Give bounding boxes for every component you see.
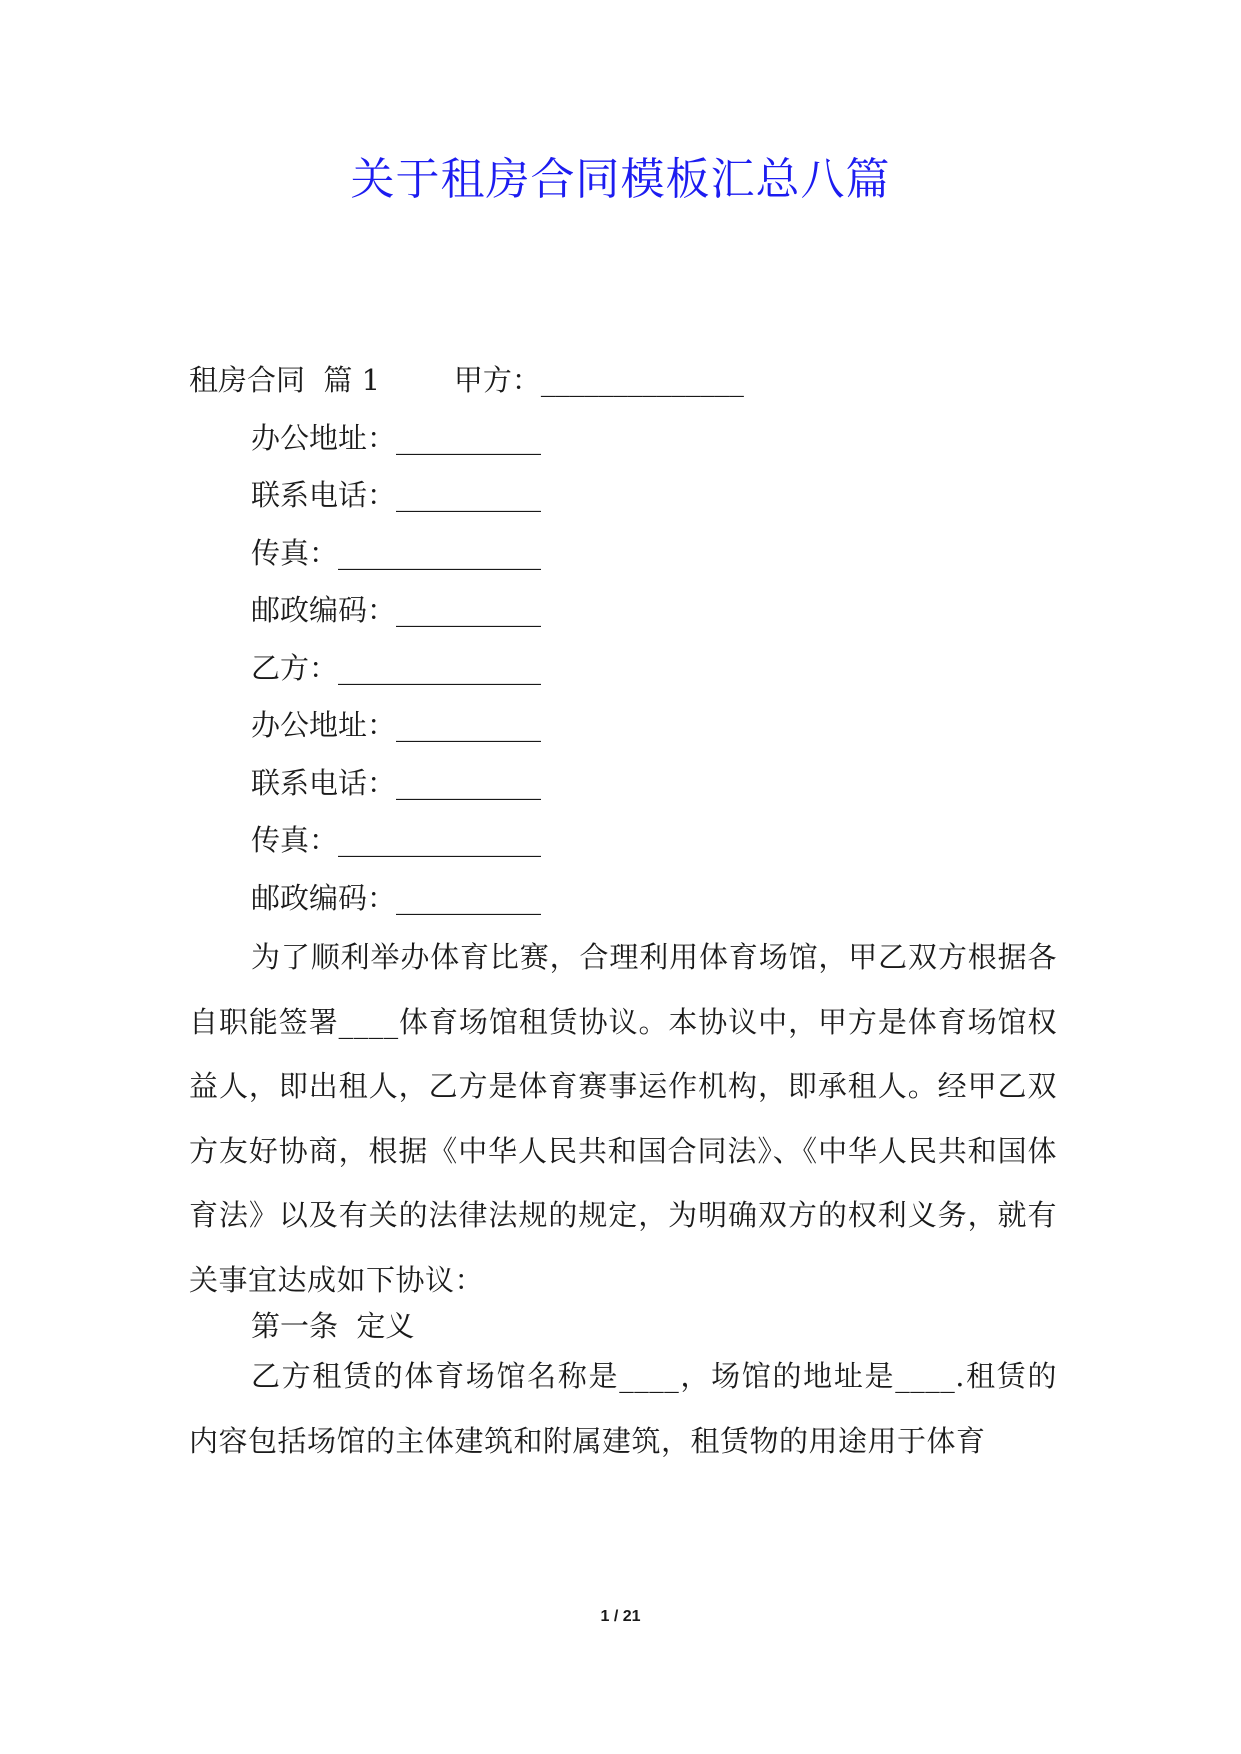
article-1-heading: 第一条 定义 [251,1309,415,1343]
party-b-phone: 联系电话：__________ [251,766,542,800]
document-title: 关于租房合同模板汇总八篇 [350,154,891,205]
article-1-text: 乙方租赁的体育场馆名称是____，场馆的地址是____.租赁的内容包括场馆的主体建筑和附属建筑，租赁物的用途用于体育 [189,1359,1057,1458]
page-number: 1 / 21 [600,1608,641,1625]
party-a-fax: 传真：______________ [251,536,542,570]
party-b-label: 乙方：______________ [251,651,542,685]
intro-paragraph: 为了顺利举办体育比赛，合理利用体育场馆，甲乙双方根据各自职能签署____体育场馆租赁协议。本协议中，甲方是体育场馆权益人，即出租人，乙方是体育赛事运作机构，即承租人。经甲乙双方友好协商，根据《中华人民共和国合同法》、《中华人民共和国体育法》以及有关的法律法规的规定，为明确双方的权利义务，就有关事宜达成如下协议： [189,940,1057,1297]
party-b-office-address: 办公地址：__________ [251,708,542,742]
party-a-office-address: 办公地址：__________ [251,421,542,455]
party-a-postal-code: 邮政编码：__________ [251,593,542,627]
party-b-postal-code: 邮政编码：__________ [251,881,542,915]
contract-heading-party-a: 租房合同 篇 1 甲方：______________ [189,363,744,397]
party-a-phone: 联系电话：__________ [251,478,542,512]
party-b-fax: 传真：______________ [251,823,542,857]
